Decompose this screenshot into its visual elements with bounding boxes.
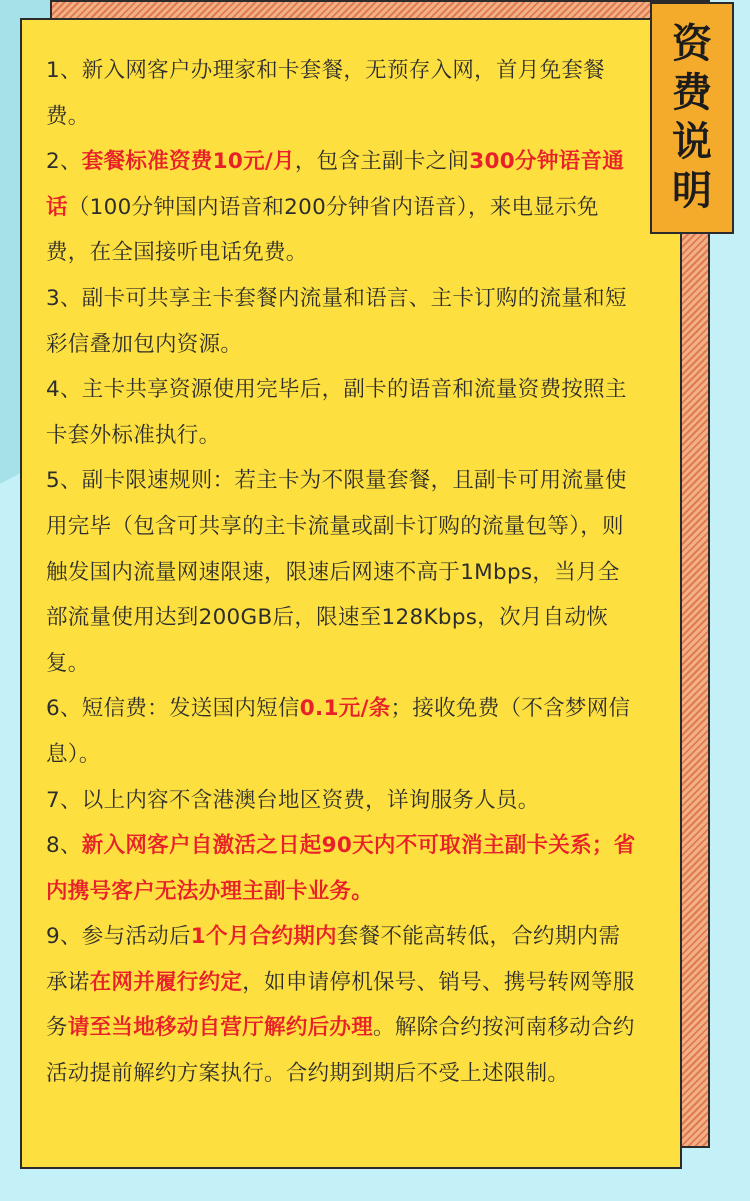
fee-items-list [46, 48, 636, 1097]
fee-item-8: 8、新入网客户自激活之日起90天内不可取消主副卡关系；省内携号客户无法办理主副卡业务。 [46, 833, 636, 904]
title-char: 说 [672, 119, 712, 165]
fee-item-1: 1、新入网客户办理家和卡套餐，无预存入网，首月免套餐费。 [46, 58, 605, 129]
title-char: 明 [672, 168, 712, 214]
fee-item-9: 9、参与活动后1个月合约期内套餐不能高转低，合约期内需承诺在网并履行约定，如申请停机保号、销号、携号转网等服务请至当地移动自营厅解约后办理。解除合约按河南移动合约活动提前解约方案执行。合约期到期后不受上述限制。 [46, 924, 635, 1087]
fee-item-2: 2、套餐标准资费10元/月，包含主副卡之间300分钟语音通话（100分钟国内语音和200分钟省内语音），来电显示免费，在全国接听电话免费。 [46, 149, 625, 266]
title-char: 费 [672, 70, 712, 116]
fee-description-card [20, 18, 682, 1169]
fee-item-3: 3、副卡可共享主卡套餐内流量和语言、主卡订购的流量和短彩信叠加包内资源。 [46, 285, 627, 357]
title-char: 资 [672, 21, 712, 67]
fee-item-4: 4、主卡共享资源使用完毕后，副卡的语音和流量资费按照主卡套外标准执行。 [46, 377, 627, 448]
fee-item-5: 5、副卡限速规则：若主卡为不限量套餐，且副卡可用流量使用完毕（包含可共享的主卡流量或副卡订购的流量包等），则触发国内流量网速限速，限速后网速不高于1Mbps，当月全部流量使用达到200GB后，限速至128Kbps，次月自动恢复。 [46, 468, 627, 676]
fee-item-6: 6、短信费：发送国内短信0.1元/条；接收免费（不含梦网信息）。 [46, 696, 631, 767]
fee-item-7: 7、以上内容不含港澳台地区资费，详询服务人员。 [46, 787, 540, 813]
fee-description-title-tag [650, 2, 734, 234]
